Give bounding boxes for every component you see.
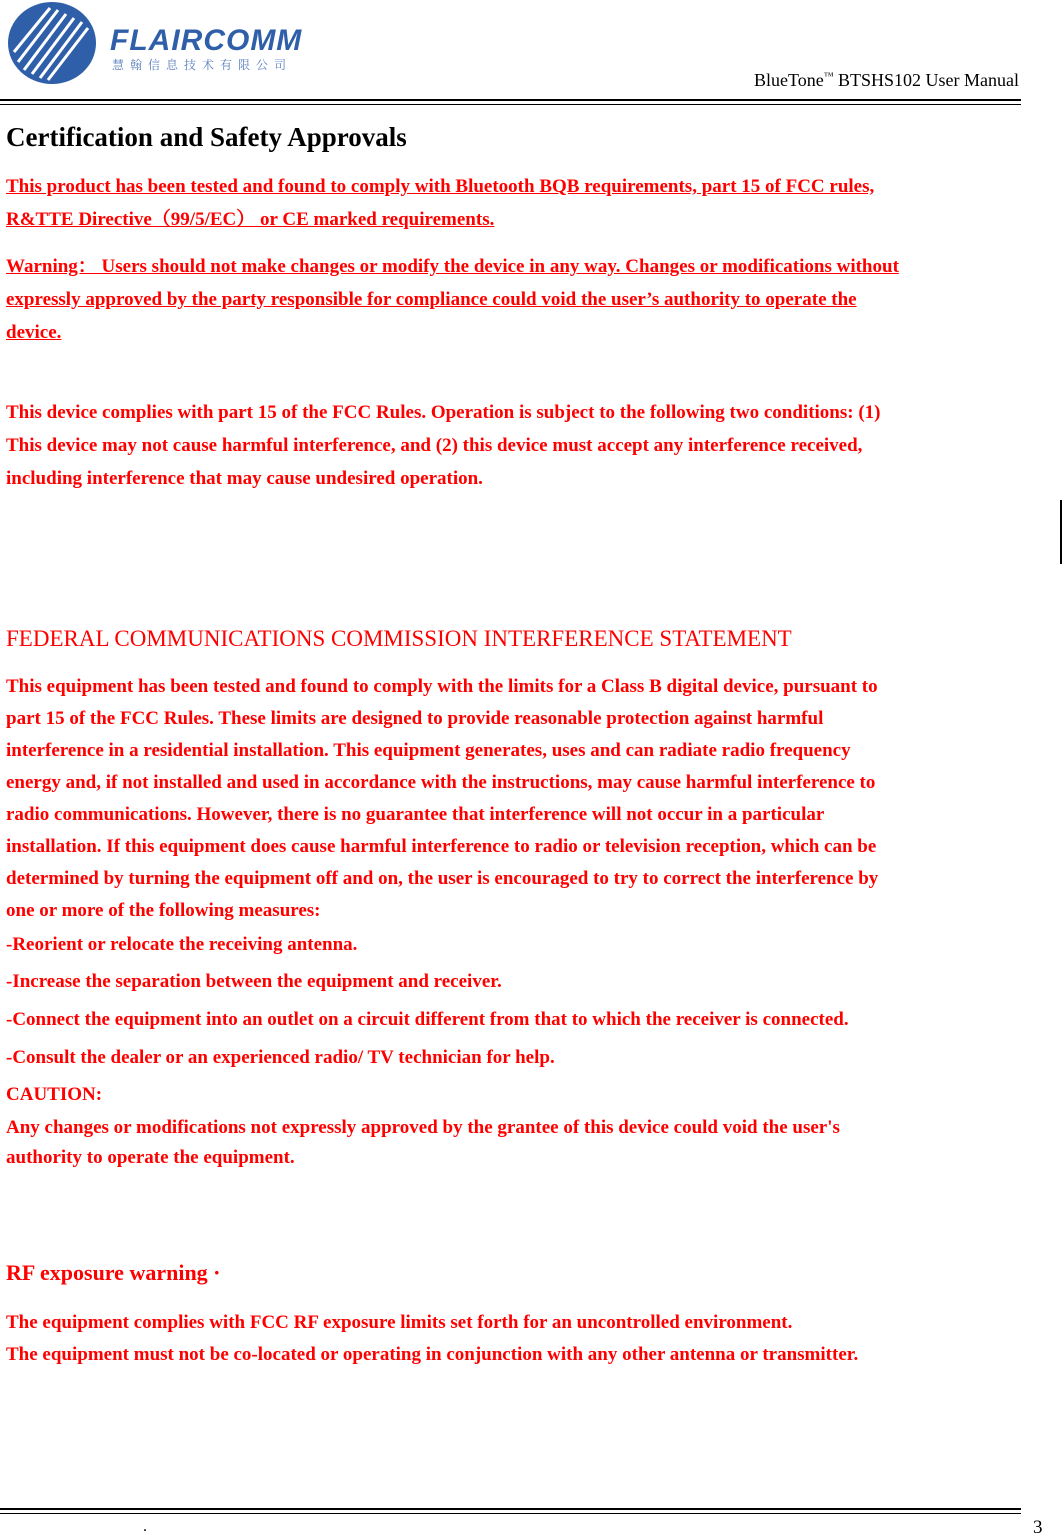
rf-heading: RF exposure warning · <box>6 1260 221 1285</box>
header-rule <box>0 99 1021 101</box>
title-brand: BlueTone <box>753 70 824 90</box>
caution-line-1: Any changes or modifications not expressly approved by the grantee of this device could void the user's <box>6 1117 840 1138</box>
title-tm: ™ <box>823 71 834 82</box>
bqb-line-2: R&TTE Directive（99/5/EC） or CE marked requirements. <box>6 209 495 230</box>
fcc-statement-line: interference in a residential installation. This equipment generates, uses and can radiate radio frequency <box>6 740 851 761</box>
fcc-statement-line: radio communications. However, there is no guarantee that interference will not occur in a particular <box>6 804 825 825</box>
warning-line-3: device. <box>6 322 62 343</box>
bqb-line-1: This product has been tested and found to comply with Bluetooth BQB requirements, part 15 of FCC rules, <box>6 176 875 197</box>
rf-line-2: The equipment must not be co-located or operating in conjunction with any other antenna or transmitter. <box>6 1344 859 1365</box>
title-rest: BTSHS102 User Manual <box>833 70 1019 90</box>
measure-item: -Increase the separation between the equipment and receiver. <box>6 971 502 992</box>
fcc-compliance-line-2: This device may not cause harmful interference, and (2) this device must accept any interference received, <box>6 435 863 456</box>
measure-item: -Connect the equipment into an outlet on a circuit different from that to which the receiver is connected. <box>6 1009 849 1030</box>
footer-rule-thin <box>0 1513 1021 1514</box>
logo <box>6 0 316 88</box>
fcc-statement-heading: FEDERAL COMMUNICATIONS COMMISSION INTERFERENCE STATEMENT <box>6 626 792 651</box>
fcc-statement-line: determined by turning the equipment off and on, the user is encouraged to try to correct the interference by <box>6 868 879 889</box>
page-body <box>6 118 1046 1371</box>
footer-dot: . <box>143 1518 147 1535</box>
fcc-statement-line: one or more of the following measures: <box>6 900 321 921</box>
warning-line-1: Warning： Users should not make changes or modify the device in any way. Changes or modifications without <box>6 256 899 277</box>
margin-bar <box>1060 500 1062 564</box>
fcc-statement-line: installation. If this equipment does cause harmful interference to radio or television reception, which can be <box>6 836 877 857</box>
caution-label: CAUTION: <box>6 1084 103 1105</box>
fcc-statement-line: energy and, if not installed and used in accordance with the instructions, may cause harmful interference to <box>6 772 876 793</box>
footer-rule <box>0 1508 1021 1510</box>
certification-heading: Certification and Safety Approvals <box>6 122 407 152</box>
logo-name: FLAIRCOMM <box>110 24 303 57</box>
measure-item: -Consult the dealer or an experienced radio/ TV technician for help. <box>6 1047 555 1068</box>
caution-line-2: authority to operate the equipment. <box>6 1147 295 1168</box>
logo-subtitle: 慧翰信息技术有限公司 <box>112 58 293 72</box>
warning-line-2: expressly approved by the party responsible for compliance could void the user’s authority to operate the <box>6 289 857 310</box>
rf-line-1: The equipment complies with FCC RF exposure limits set forth for an uncontrolled environment. <box>6 1312 793 1333</box>
page-number: 3 <box>1033 1517 1043 1538</box>
fcc-statement-paragraph <box>6 671 1046 927</box>
fcc-compliance-line-1: This device complies with part 15 of the FCC Rules. Operation is subject to the following two conditions: (1) <box>6 402 881 423</box>
flaircomm-globe-icon <box>6 0 98 86</box>
fcc-compliance-line-3: including interference that may cause undesired operation. <box>6 468 483 489</box>
header-rule-thin <box>0 104 1021 105</box>
fcc-statement-line: part 15 of the FCC Rules. These limits are designed to provide reasonable protection against harmful <box>6 708 824 729</box>
fcc-statement-line: This equipment has been tested and found to comply with the limits for a Class B digital device, pursuant to <box>6 676 878 697</box>
measure-item: -Reorient or relocate the receiving antenna. <box>6 934 358 955</box>
manual-title <box>754 70 1019 91</box>
